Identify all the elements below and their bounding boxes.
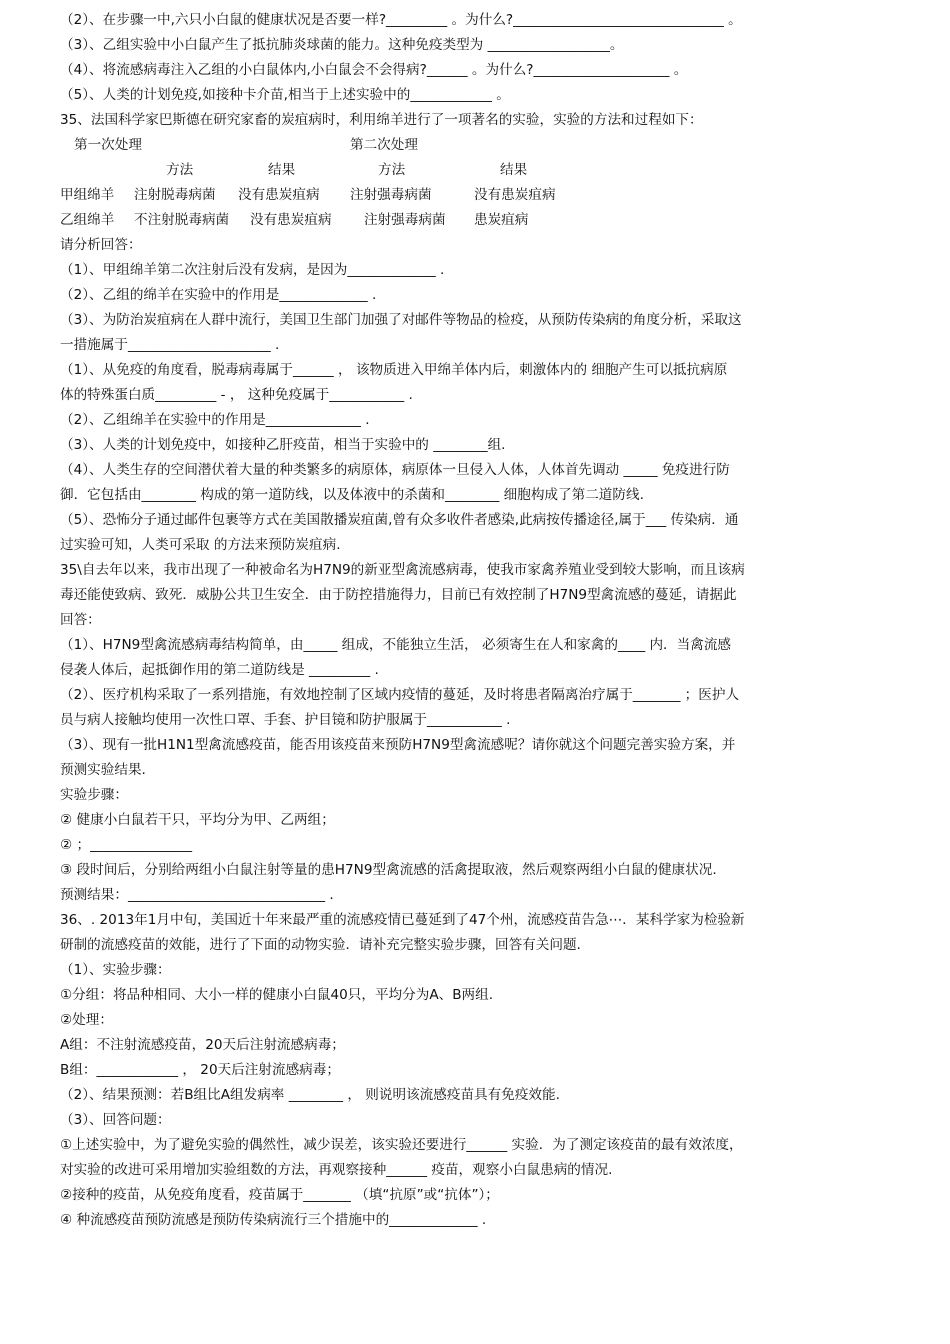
text-line: 御．它包括由________ 构成的第一道防线，以及体液中的杀菌和________ 细胞构成了第二道防线. [60, 487, 644, 503]
text-line: 实验步骤： [60, 787, 128, 803]
col-header-method-1: 方法 [166, 162, 194, 178]
text-line: 侵袭人体后，起抵御作用的第二道防线是 _________ . [60, 662, 379, 678]
table-column-header [60, 158, 898, 183]
text-line: （3）、为防治炭疽病在人群中流行，美国卫生部门加强了对邮件等物品的检疫，从预防传染病的角度分析，采取这 [60, 312, 742, 328]
text-line: ①分组：将品种相同、大小一样的健康小白鼠40只，平均分为A、B两组. [60, 987, 494, 1003]
question-block-a [60, 8, 898, 133]
question-35b-stem: 35\自去年以来，我市出现了一种被命名为H7N9的新亚型禽流感病毒，使我市家禽养殖业受到较大影响，而且该病 [60, 562, 745, 578]
text-line: ①上述实验中，为了避免实验的偶然性，减少误差，该实验还要进行______ 实验．为了测定该疫苗的最有效浓度， [60, 1137, 743, 1153]
question-36-stem: 36、. 2013年1月中旬，美国近十年来最严重的流感疫情已蔓延到了47个州，流感疫苗告急⋯．某科学家为检验新 [60, 912, 745, 928]
text-line: （1）、H7N9型禽流感病毒结构简单，由_____ 组成，不能独立生活， 必须寄生在人和家禽的____ 内．当禽流感 [60, 637, 732, 653]
text-line: B组：____________ ， 20天后注射流感病毒； [60, 1062, 340, 1078]
text-line: （3）、现有一批H1N1型禽流感疫苗，能否用该疫苗来预防H7N9型禽流感呢？请你就这个问题完善实验方案，并 [60, 737, 736, 753]
col-header-result-2: 结果 [500, 162, 528, 178]
text-line: 研制的流感疫苗的效能，进行了下面的动物实验．请补充完整实验步骤，回答有关问题. [60, 937, 581, 953]
text-line: ②处理： [60, 1012, 113, 1028]
text-line: 预测结果：_____________________________ . [60, 887, 334, 903]
question-block-b [60, 233, 898, 1233]
text-line: 毒还能使致病、致死．威胁公共卫生安全．由于防控措施得力，目前已有效控制了H7N9型禽流感的蔓延，请据此 [60, 587, 737, 603]
text-line: （1）、甲组绵羊第二次注射后没有发病，是因为_____________ . [60, 262, 445, 278]
text-line: 回答： [60, 612, 101, 628]
table-row [60, 208, 898, 233]
text-line: （3）、人类的计划免疫中，如接种乙肝疫苗，相当于实验中的 ________组. [60, 437, 506, 453]
text-line: （2）、医疗机构采取了一系列措施，有效地控制了区域内疫情的蔓延，及时将患者隔离治疗属于_______ ；医护人 [60, 687, 740, 703]
text-line: （5）、人类的计划免疫,如接种卡介苗,相当于上述实验中的____________ 。 [60, 87, 510, 103]
row-cell: 注射强毒病菌 [350, 187, 432, 203]
phase-header-second: 第二次处理 [350, 137, 418, 153]
text-line: 请分析回答： [60, 237, 142, 253]
text-line: （1）、实验步骤： [60, 962, 171, 978]
text-line: ④ 种流感疫苗预防流感是预防传染病流行三个措施中的_____________ . [60, 1212, 487, 1228]
text-line: 过实验可知，人类可采取 的方法来预防炭疽病. [60, 537, 341, 553]
row-cell: 注射强毒病菌 [364, 212, 446, 228]
col-header-result-1: 结果 [268, 162, 296, 178]
text-line: （1）、从免疫的角度看，脱毒病毒属于______ ， 该物质进入甲绵羊体内后，刺激体内的 细胞产生可以抵抗病原 [60, 362, 728, 378]
text-line: 对实验的改进可采用增加实验组数的方法，再观察接种______ 疫苗，观察小白鼠患病的情况. [60, 1162, 613, 1178]
row-cell: 没有患炭疽病 [474, 187, 556, 203]
text-line: 一措施属于_____________________ . [60, 337, 280, 353]
text-line: （4）、将流感病毒注入乙组的小白鼠体内,小白鼠会不会得病?______ 。为什么?____________________ 。 [60, 62, 688, 78]
text-line: （2）、乙组的绵羊在实验中的作用是_____________ . [60, 287, 377, 303]
row-cell: 不注射脱毒病菌 [134, 212, 230, 228]
text-line: ②接种的疫苗，从免疫角度看，疫苗属于_______ （填“抗原”或“抗体”）； [60, 1187, 499, 1203]
row-group: 甲组绵羊 [60, 187, 115, 203]
row-cell: 注射脱毒病菌 [134, 187, 216, 203]
text-line: （5）、恐怖分子通过邮件包裹等方式在美国散播炭疽菌,曾有众多收件者感染,此病按传播途径,属于___ 传染病．通 [60, 512, 739, 528]
row-cell: 没有患炭疽病 [250, 212, 332, 228]
text-line: A组：不注射流感疫苗，20天后注射流感病毒； [60, 1037, 345, 1053]
text-line: 员与病人接触均使用一次性口罩、手套、护目镜和防护服属于___________ . [60, 712, 511, 728]
text-line: （2）、结果预测：若B组比A组发病率 ________ ， 则说明该流感疫苗具有免疫效能. [60, 1087, 560, 1103]
row-group: 乙组绵羊 [60, 212, 115, 228]
text-line: ② 健康小白鼠若干只，平均分为甲、乙两组； [60, 812, 335, 828]
text-line: （3）、回答问题： [60, 1112, 171, 1128]
experiment-table [60, 133, 898, 233]
table-row [60, 183, 898, 208]
text-line: （4）、人类生存的空间潜伏着大量的种类繁多的病原体，病原体一旦侵入人体，人体首先调动 _____ 免疫进行防 [60, 462, 730, 478]
text-line: （2）、乙组绵羊在实验中的作用是______________ . [60, 412, 370, 428]
text-line: ② ；_______________ [60, 837, 193, 853]
text-line: （2）、在步骤一中,六只小白鼠的健康状况是否要一样?_________ 。为什么?_______________________________ 。 [60, 12, 742, 28]
row-cell: 没有患炭疽病 [238, 187, 320, 203]
text-line: ③ 段时间后，分别给两组小白鼠注射等量的患H7N9型禽流感的活禽提取液，然后观察两组小白鼠的健康状况. [60, 862, 717, 878]
text-line: （3）、乙组实验中小白鼠产生了抵抗肺炎球菌的能力。这种免疫类型为 __________________。 [60, 37, 624, 53]
phase-header-first: 第一次处理 [74, 137, 142, 153]
text-line: 预测实验结果. [60, 762, 146, 778]
col-header-method-2: 方法 [378, 162, 406, 178]
question-35-stem: 35、法国科学家巴斯德在研究家畜的炭疽病时，利用绵羊进行了一项著名的实验，实验的方法和过程如下： [60, 112, 703, 128]
table-phase-header [60, 133, 898, 158]
text-line: 体的特殊蛋白质_________ - ， 这种免疫属于___________ . [60, 387, 413, 403]
row-cell: 患炭疽病 [474, 212, 529, 228]
